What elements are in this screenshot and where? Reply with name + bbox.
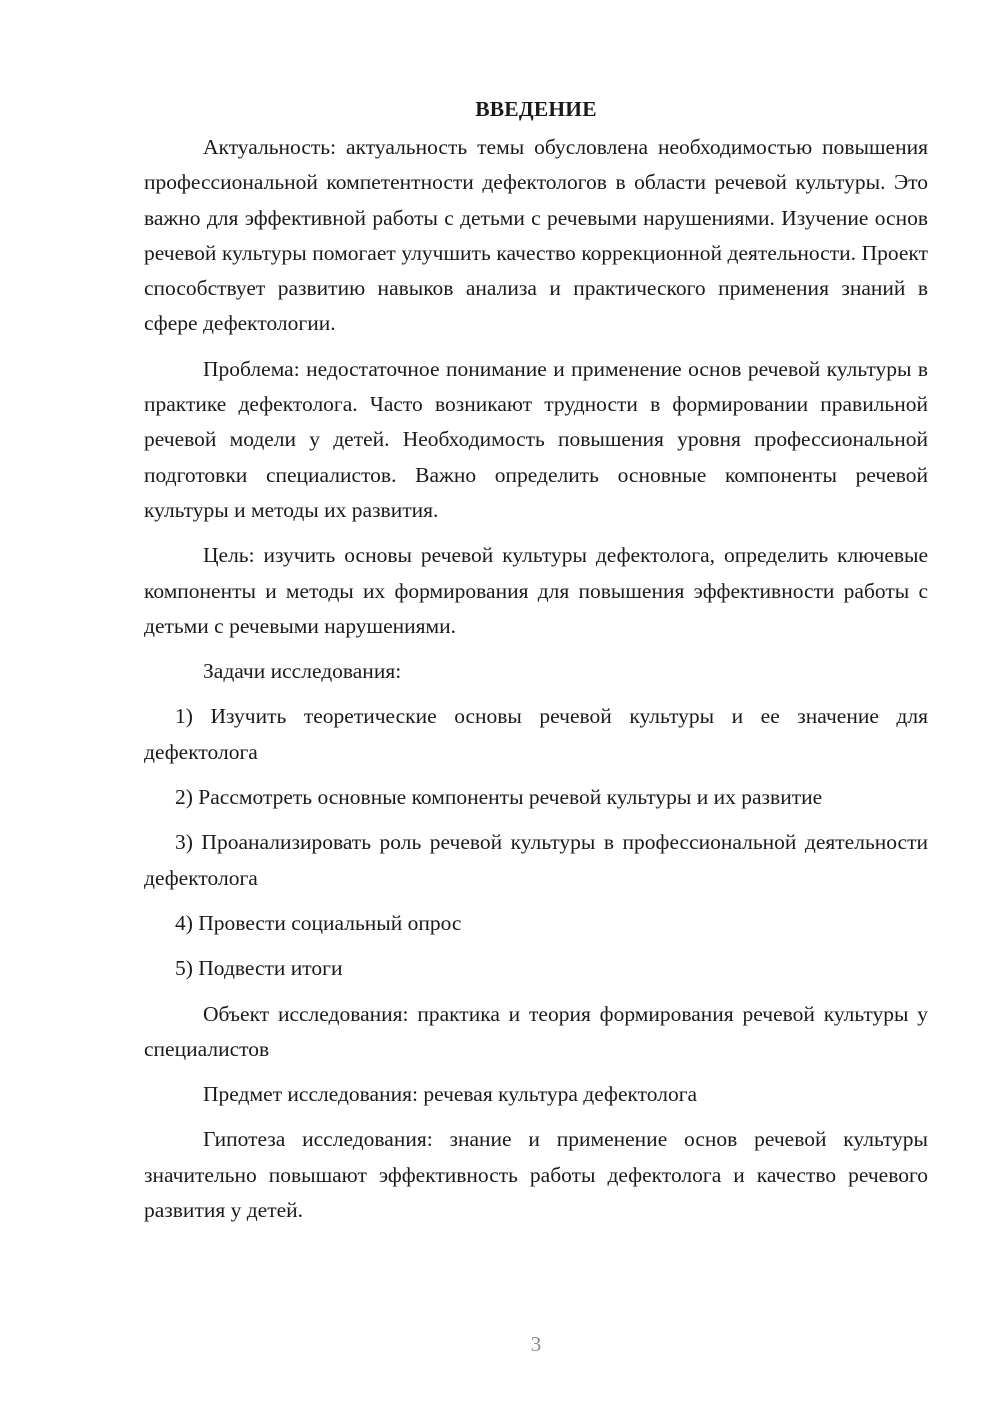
task-item: 2) Рассмотреть основные компоненты речевой культуры и их развитие: [175, 785, 823, 810]
paragraph-hypothesis: Гипотеза исследования: знание и применение основ речевой культуры значительно повышают эффективность работы дефектолога и качество речевого развития у детей.: [144, 1127, 928, 1223]
paragraph-goal: Цель: изучить основы речевой культуры дефектолога, определить ключевые компоненты и методы их формирования для повышения эффективности работы с детьми с речевыми нарушениями.: [144, 543, 928, 638]
task-list: [144, 699, 928, 986]
paragraph-tasks-intro: Задачи исследования:: [203, 659, 402, 684]
task-item: 1) Изучить теоретические основы речевой культуры и ее значение для дефектолога: [144, 704, 928, 764]
task-item: 4) Провести социальный опрос: [175, 910, 462, 935]
paragraph-subject: Предмет исследования: речевая культура дефектолога: [203, 1082, 698, 1107]
task-item: 3) Проанализировать роль речевой культуры в профессиональной деятельности дефектолога: [144, 830, 928, 890]
paragraph-object: Объект исследования: практика и теория формирования речевой культуры у специалистов: [144, 1001, 928, 1061]
document-page: [144, 88, 928, 1238]
task-item: 5) Подвести итоги: [175, 956, 343, 981]
paragraph-problem: Проблема: недостаточное понимание и применение основ речевой культуры в практике дефектолога. Часто возникают трудности в формировании правильной речевой модели у детей. Необходимость повышения уровня профессиональной подготовки специалистов. Важно определить основные компоненты речевой культуры и методы их развития.: [144, 356, 928, 522]
page-number: 3: [530, 1332, 542, 1356]
paragraph-relevance: Актуальность: актуальность темы обусловлена необходимостью повышения профессиональной компетентности дефектологов в области речевой культуры. Это важно для эффективной работы с детьми с речевыми нарушениями. Изучение основ речевой культуры помогает улучшить качество коррекционной деятельности. Проект способствует развитию навыков анализа и практического применения знаний в сфере дефектологии.: [144, 135, 928, 336]
section-heading: ВВЕДЕНИЕ: [475, 97, 597, 121]
